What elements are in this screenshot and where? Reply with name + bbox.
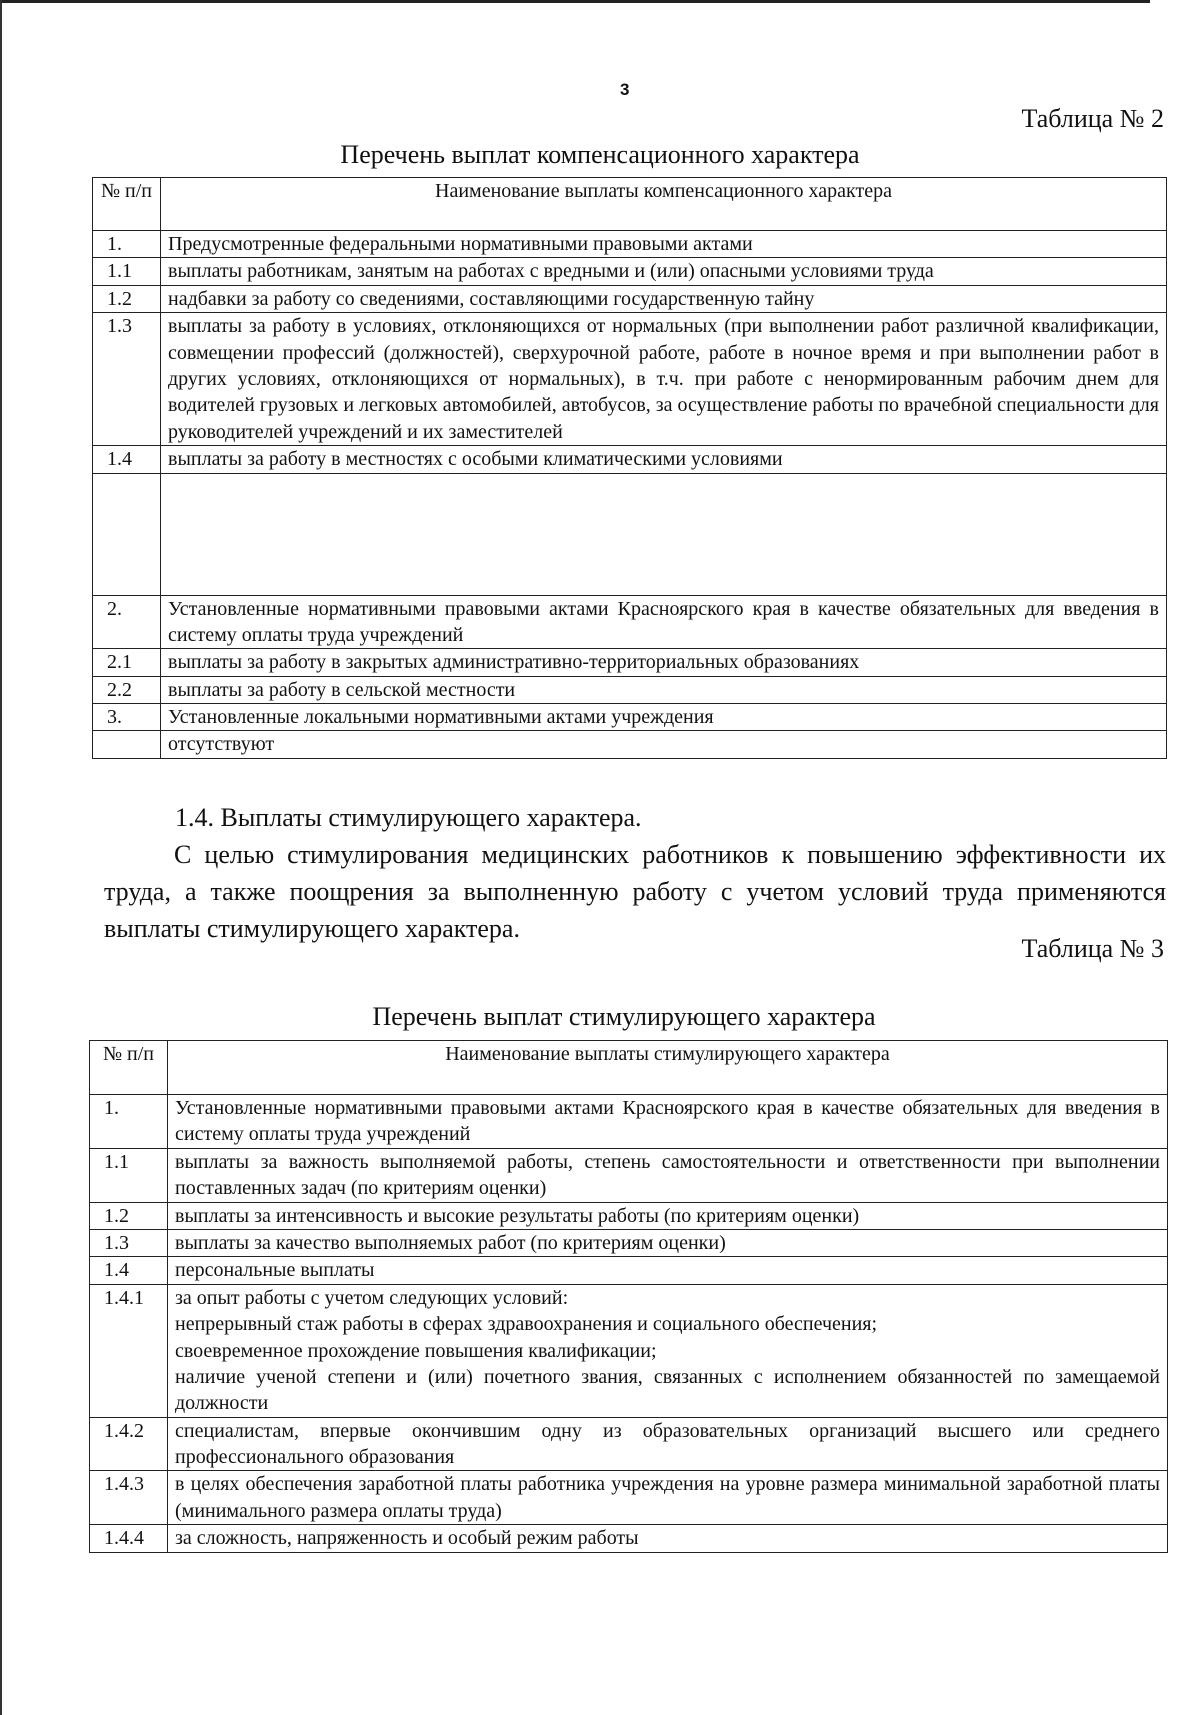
row-num: 1.3 — [93, 313, 161, 446]
row-line: наличие ученой степени и (или) почетного звания, связанных с исполнением обязанностей по замещаемой должности — [175, 1365, 1160, 1415]
table3-title: Перечень выплат стимулирующего характера — [372, 1002, 876, 1031]
scan-edge-top — [0, 0, 1150, 3]
table-row — [93, 313, 1167, 446]
row-text: за сложность, напряженность и особый режим работы — [168, 1525, 1168, 1552]
row-num: 1.4 — [90, 1257, 168, 1284]
row-text: выплаты за интенсивность и высокие результаты работы (по критериям оценки) — [168, 1202, 1168, 1229]
row-num: 1.4.1 — [90, 1284, 168, 1417]
section-paragraph — [104, 837, 1166, 948]
row-num: 1.4.2 — [90, 1417, 168, 1471]
table2-compensation-payments — [92, 177, 1167, 759]
row-text: надбавки за работу со сведениями, составляющими государственную тайну — [161, 285, 1167, 312]
header-num-cell: № п/п — [90, 1041, 168, 1095]
table-header-row — [93, 178, 1167, 231]
table-row — [90, 1284, 1168, 1417]
table2-title: Перечень выплат компенсационного характера — [340, 140, 860, 169]
table-row — [90, 1095, 1168, 1149]
row-line: за опыт работы с учетом следующих условий: — [175, 1286, 569, 1309]
row-text: в целях обеспечения заработной платы работника учреждения на уровне размера минимальной заработной платы (минимального размера оплаты труда) — [168, 1471, 1168, 1525]
table-row — [93, 446, 1167, 473]
row-num: 2. — [93, 595, 161, 649]
row-num: 1. — [90, 1095, 168, 1149]
row-num: 1. — [93, 231, 161, 258]
row-text: выплаты за работу в сельской местности — [161, 676, 1167, 703]
row-num: 1.2 — [93, 285, 161, 312]
table-row — [93, 731, 1167, 758]
table-row — [90, 1148, 1168, 1202]
row-text: выплаты за работу в местностях с особыми климатическими условиями — [161, 446, 1167, 473]
table-row — [93, 258, 1167, 285]
page-number: 3 — [620, 80, 630, 99]
row-text: Предусмотренные федеральными нормативными правовыми актами — [161, 231, 1167, 258]
row-text: выплаты работникам, занятым на работах с вредными и (или) опасными условиями труда — [161, 258, 1167, 285]
row-num: 1.3 — [90, 1229, 168, 1256]
row-text: Установленные нормативными правовыми актами Красноярского края в качестве обязательных для введения в систему оплаты труда учреждений — [168, 1095, 1168, 1149]
row-text: персональные выплаты — [168, 1257, 1168, 1284]
table3-incentive-payments — [89, 1040, 1168, 1553]
row-line: непрерывный стаж работы в сферах здравоохранения и социального обеспечения; — [175, 1313, 878, 1336]
table-row — [90, 1417, 1168, 1471]
row-text: выплаты за качество выполняемых работ (по критериям оценки) — [168, 1229, 1168, 1256]
header-name-cell: Наименование выплаты компенсационного характера — [161, 178, 1167, 231]
section-heading: 1.4. Выплаты стимулирующего характера. — [175, 803, 642, 832]
row-text — [161, 473, 1167, 595]
table-row — [90, 1471, 1168, 1525]
row-num: 1.4.3 — [90, 1471, 168, 1525]
row-num — [93, 731, 161, 758]
row-text: Установленные локальными нормативными актами учреждения — [161, 704, 1167, 731]
table2-caption: Таблица № 2 — [1021, 104, 1164, 133]
table-row — [93, 649, 1167, 676]
table-row — [90, 1202, 1168, 1229]
row-num: 1.1 — [90, 1148, 168, 1202]
row-text: выплаты за работу в условиях, отклоняющихся от нормальных (при выполнении работ различной квалификации, совмещении профессий (должностей), сверхурочной работе, работе в ночное время и при выполнении работ в других условиях, отклоняющихся от нормальных), в т.ч. при работе с ненормированным рабочим днем для водителей грузовых и легковых автомобилей, автобусов, за осуществление работы по врачебной специальности для руководителей учреждений и их заместителей — [161, 313, 1167, 446]
row-line: своевременное прохождение повышения квалификации; — [175, 1339, 657, 1362]
row-num: 2.2 — [93, 676, 161, 703]
table-row-empty — [93, 473, 1167, 595]
row-num: 3. — [93, 704, 161, 731]
table-row — [90, 1525, 1168, 1552]
table-row — [93, 231, 1167, 258]
table3-caption: Таблица № 3 — [1021, 934, 1164, 963]
header-num-cell: № п/п — [93, 178, 161, 231]
row-text: отсутствуют — [161, 731, 1167, 758]
table-row — [90, 1229, 1168, 1256]
table-row — [93, 676, 1167, 703]
row-text: Установленные нормативными правовыми актами Красноярского края в качестве обязательных для введения в систему оплаты труда учреждений — [161, 595, 1167, 649]
row-num: 1.2 — [90, 1202, 168, 1229]
row-text-multiline — [168, 1284, 1168, 1417]
table-header-row — [90, 1041, 1168, 1095]
header-name-cell: Наименование выплаты стимулирующего характера — [168, 1041, 1168, 1095]
row-text: выплаты за важность выполняемой работы, степень самостоятельности и ответственности при выполнении поставленных задач (по критериям оценки) — [168, 1148, 1168, 1202]
row-num: 1.4.4 — [90, 1525, 168, 1552]
row-num: 1.1 — [93, 258, 161, 285]
table-row — [93, 285, 1167, 312]
table-row — [90, 1257, 1168, 1284]
row-num: 2.1 — [93, 649, 161, 676]
row-num: 1.4 — [93, 446, 161, 473]
row-text: специалистам, впервые окончившим одну из образовательных организаций высшего или среднего профессионального образования — [168, 1417, 1168, 1471]
paragraph-text: С целью стимулирования медицинских работников к повышению эффективности их труда, а также поощрения за выполненную работу с учетом условий труда применяются выплаты стимулирующего характера. — [104, 840, 1166, 943]
table-row — [93, 704, 1167, 731]
row-text: выплаты за работу в закрытых административно-территориальных образованиях — [161, 649, 1167, 676]
scan-edge-left — [0, 0, 2, 1715]
table-row — [93, 595, 1167, 649]
row-num — [93, 473, 161, 595]
